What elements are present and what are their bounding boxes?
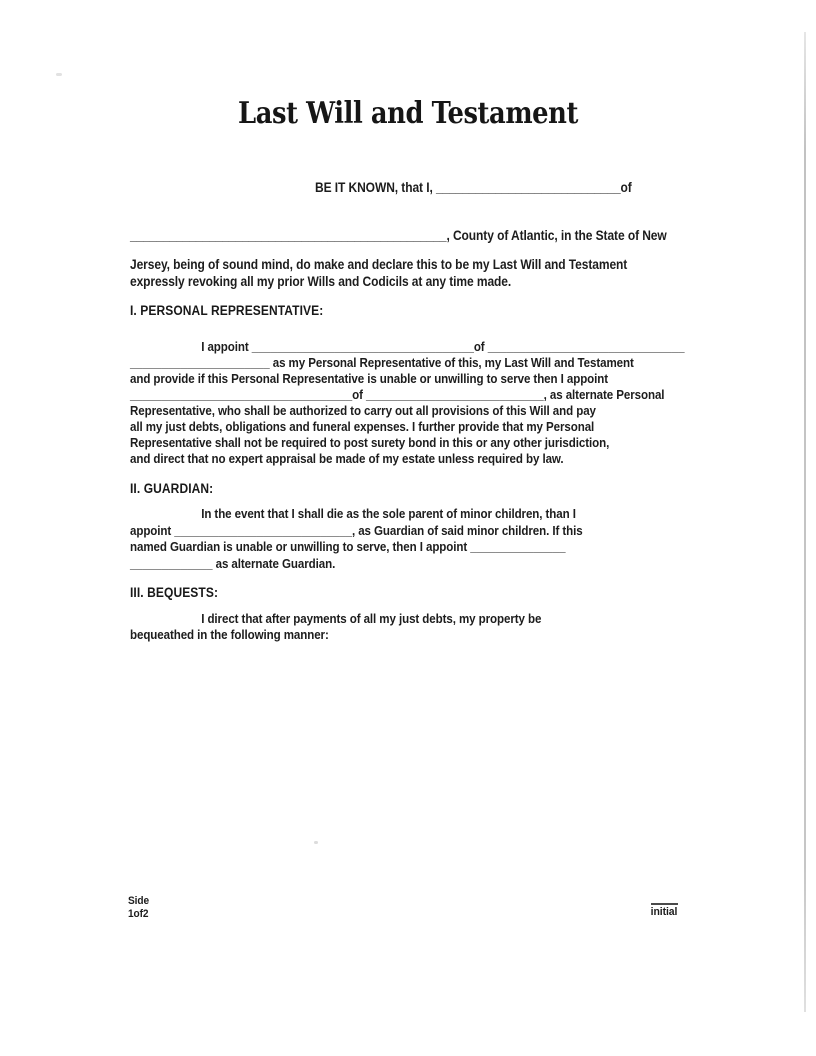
paragraph-line: Representative shall not be required to post surety bond in this or any other jurisdiction, bbox=[130, 435, 610, 450]
side-page-indicator bbox=[128, 895, 149, 921]
paragraph-line: I direct that after payments of all my just debts, my property be bbox=[201, 611, 542, 626]
paragraph-line: Representative, who shall be authorized to carry out all provisions of this Will and pay bbox=[130, 403, 596, 418]
side-page-number: 1of2 bbox=[128, 908, 149, 920]
paragraph-line: all my just debts, obligations and funeral expenses. I further provide that my Personal bbox=[130, 419, 595, 434]
initial-blank-line bbox=[651, 903, 678, 905]
paragraph-line: ______________________ as my Personal Representative of this, my Last Will and Testament bbox=[130, 355, 634, 370]
paragraph-line: and provide if this Personal Representative is unable or unwilling to serve then I appoint bbox=[130, 371, 609, 386]
paragraph-line: bequeathed in the following manner: bbox=[130, 627, 329, 642]
scan-speck bbox=[314, 841, 318, 844]
opening-declaration-line: BE IT KNOWN, that I, ____________________________of bbox=[315, 180, 632, 195]
guardian-paragraph bbox=[130, 506, 583, 572]
paragraph-line: and direct that no expert appraisal be made of my estate unless required by law. bbox=[130, 451, 564, 466]
scan-speck bbox=[56, 73, 62, 76]
scan-artifact-right-edge bbox=[804, 32, 806, 1012]
paragraph-line: I appoint ___________________________________of _______________________________ bbox=[201, 339, 685, 354]
document-title: Last Will and Testament bbox=[237, 96, 578, 131]
paragraph-line: expressly revoking all my prior Wills and Codicils at any time made. bbox=[130, 274, 512, 289]
section-heading-bequests: III. BEQUESTS: bbox=[130, 585, 219, 600]
paragraph-line: _____________ as alternate Guardian. bbox=[130, 555, 336, 571]
county-state-line: ________________________________________________, County of Atlantic, in the State of New bbox=[130, 228, 667, 243]
section-heading-guardian: II. GUARDIAN: bbox=[130, 481, 214, 496]
paragraph-line: appoint ____________________________, as Guardian of said minor children. If this bbox=[130, 522, 583, 538]
side-label: Side bbox=[128, 895, 150, 907]
paragraph-line: named Guardian is unable or unwilling to serve, then I appoint _______________ bbox=[130, 539, 566, 554]
opening-paragraph bbox=[130, 256, 627, 290]
paragraph-line: ___________________________________of ____________________________, as alternate Personal bbox=[130, 387, 665, 402]
initial-signature-area bbox=[648, 903, 680, 918]
paragraph-line: In the event that I shall die as the sole parent of minor children, than I bbox=[201, 506, 576, 521]
paragraph-line: Jersey, being of sound mind, do make and declare this to be my Last Will and Testament bbox=[130, 257, 628, 272]
personal-representative-paragraph bbox=[130, 339, 684, 467]
initial-label: initial bbox=[650, 906, 678, 918]
section-heading-personal-representative: I. PERSONAL REPRESENTATIVE: bbox=[130, 303, 324, 318]
bequests-paragraph bbox=[130, 611, 541, 643]
